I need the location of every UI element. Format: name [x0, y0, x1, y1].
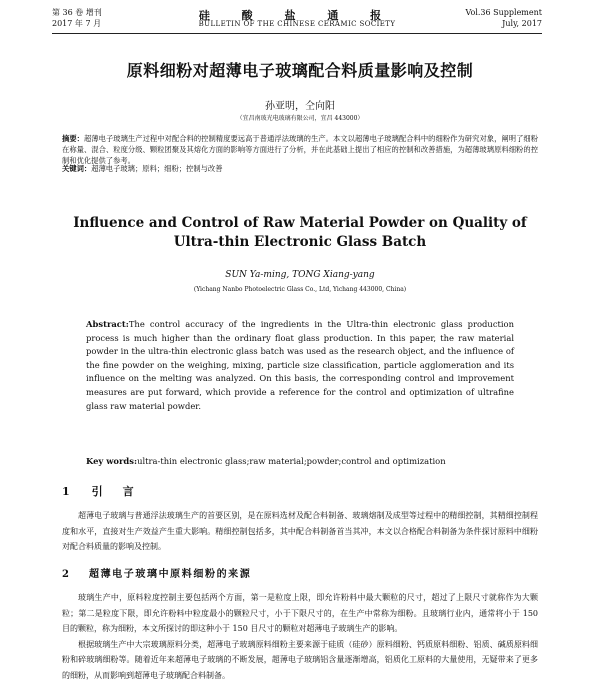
abstract-en-text: The control accuracy of the ingredients in the Ultra-thin electronic glass production process is much higher than the ordinary float glass production. In this paper, the raw material powder in the ultra-thin electronic glass batch was used as the research object, and the influence of the fine powder on the weighing, mixing, particle size classification, particle agglomeration and its influence on the melting was analyzed. On this basis, the corresponding control and improvement measures are put forward, which provide a reference for the control and optimization of ultrafine glass raw material powder.: [86, 319, 514, 411]
abstract-cn-text: 超薄电子玻璃生产过程中对配合料的控制精度要远高于普通浮法玻璃的生产。本文以超薄电子玻璃配合料中的细粉作为研究对象，阐明了细粉在称量、混合、粒度分级、颗粒团聚及其熔化方面的影响等方面进行了分析，并在此基础上提出了相应的控制和改善措施，为超薄玻璃原料细粉的控制和优化提供了参考。: [62, 134, 538, 165]
section-1-paragraph: 超薄电子玻璃与普通浮法玻璃生产的首要区别，是在原料选材及配合料制备、玻璃熔制及成型等过程中的精细控制，其精细控制程度和水平，直接对生产效益产生重大影响。精细控制包括多，其中配合料制备首当其冲，本文以合格配合料制备为条件探讨原料中细粉对配合料质量的影响及控制。: [62, 508, 538, 555]
paper-title-en: [62, 214, 538, 252]
issue-date-en: July, 2017: [502, 19, 542, 29]
journal-title-cn: 硅 酸 盐 通 报: [52, 7, 542, 23]
section-1-title: 引言: [92, 485, 154, 498]
paper-title-en-line1: Influence and Control of Raw Material Powder on Quality of: [62, 214, 538, 233]
section-1-number: 1: [62, 485, 70, 498]
issue-date-cn: 2017 年 7 月: [52, 19, 101, 29]
keywords-en-text: ultra-thin electronic glass;raw material;powder;control and optimization: [137, 456, 446, 466]
volume-issue: 第 36 卷 增刊: [52, 8, 102, 18]
abstract-en-label: Abstract:: [86, 319, 129, 329]
section-2-paragraph-2: 根据玻璃生产中大宗玻璃原料分类，超薄电子玻璃原料细粉主要来源于硅质（硅砂）原料细粉、钙质原料细粉、铝质、碱质原料细粉和碎玻璃细粉等。随着近年来超薄电子玻璃的不断发展，超薄电子玻璃铝含量逐渐增高，铝质化工原料的大量使用，无疑带来了更多的细粉，从而影响到超薄电子玻璃配合料制备。: [62, 637, 538, 683]
abstract-en: [86, 318, 514, 413]
section-2-title: 超薄电子玻璃中原料细粉的来源: [89, 569, 251, 580]
section-2-body: [62, 590, 538, 683]
abstract-cn: [62, 133, 538, 166]
authors-cn: 孙亚明，仝向阳: [62, 97, 538, 112]
abstract-cn-label: 摘要：: [62, 134, 84, 143]
paper-title-en-line2: Ultra-thin Electronic Glass Batch: [62, 233, 538, 252]
section-2-number: 2: [62, 569, 69, 580]
volume-en: Vol.36 Supplement: [465, 8, 542, 18]
journal-header: [52, 8, 542, 30]
section-1-heading: [62, 483, 538, 499]
section-2-paragraph-1: 玻璃生产中，原料粒度控制主要包括两个方面，第一是粒度上限，即允许粉料中最大颗粒的尺寸，超过了上限尺寸就称作为大颗粒；第二是粒度下限，即允许粉料中粒度最小的颗粒尺寸，小于下限尺寸的，在生产中常称为细粉。且玻璃行业内，通常将小于 150 目的颗粒，称为细粉，本文所探讨的即这种小于 150 目尺寸的颗粒对超薄电子玻璃生产的影响。: [62, 590, 538, 637]
keywords-cn-text: 超薄电子玻璃；原料；细粉；控制与改善: [91, 164, 222, 173]
keywords-en: [86, 456, 514, 466]
affiliation-en: (Yichang Nanbo Photoelectric Glass Co., Ltd, Yichang 443000, China): [62, 286, 538, 293]
journal-title-en: BULLETIN OF THE CHINESE CERAMIC SOCIETY: [52, 20, 542, 28]
authors-en: SUN Ya-ming, TONG Xiang-yang: [62, 270, 538, 280]
section-2-heading: [62, 565, 538, 580]
keywords-cn-label: 关键词：: [62, 164, 91, 173]
header-divider: [52, 33, 542, 34]
keywords-cn: [62, 164, 538, 174]
paper-title-cn: 原料细粉对超薄电子玻璃配合料质量影响及控制: [62, 58, 538, 81]
affiliation-cn: （宜昌南玻光电玻璃有限公司，宜昌 443000）: [62, 113, 538, 122]
keywords-en-label: Key words:: [86, 456, 137, 466]
